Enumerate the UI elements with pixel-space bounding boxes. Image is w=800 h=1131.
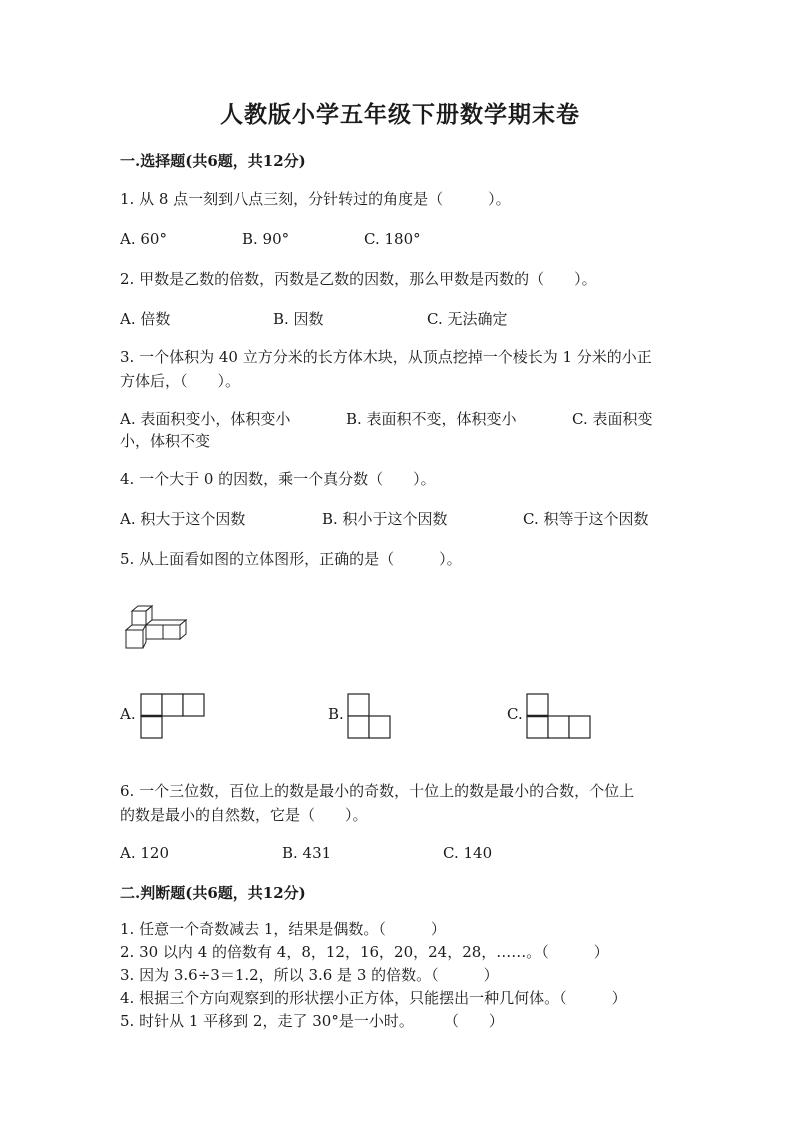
q3-option-b: B. 表面积不变，体积变小 [346,410,517,428]
q5-option-a-grid [140,693,208,741]
q5-option-b-grid [347,693,395,741]
q5-option-a: A. [120,705,136,723]
q6-option-a: A. 120 [120,844,169,862]
q2-option-c: C. 无法确定 [427,310,508,328]
q3-option-a: A. 表面积变小，体积变小 [120,410,291,428]
q6-option-b: B. 431 [282,844,332,862]
q1-option-a: A. 60° [120,230,167,248]
section-heading-judgement: 二.判断题(共6题，共12分) [120,884,306,902]
question-6-line-2: 的数是最小的自然数，它是（ ）。 [120,806,368,824]
q4-option-a: A. 积大于这个因数 [120,510,246,528]
q3-option-c-continued: 小，体积不变 [120,432,211,450]
q4-option-b: B. 积小于这个因数 [322,510,448,528]
question-3-line-2: 方体后，（ ）。 [120,372,241,390]
question-5: 5. 从上面看如图的立体图形，正确的是（ ）。 [120,550,462,568]
question-6-line-1: 6. 一个三位数，百位上的数是最小的奇数，十位上的数是最小的合数，个位上 [120,782,635,800]
judgement-item-5: 5. 时针从 1 平移到 2，走了 30°是一小时。 （ ） [120,1012,504,1030]
judgement-item-3: 3. 因为 3.6÷3＝1.2，所以 3.6 是 3 的倍数。（ ） [120,966,499,984]
q5-option-b: B. [328,705,344,723]
q5-option-c: C. [507,705,523,723]
judgement-item-2: 2. 30 以内 4 的倍数有 4，8，12，16，20，24，28，……。（ ） [120,943,609,961]
section-heading-choice: 一.选择题(共6题，共12分) [120,152,306,170]
cube-stack-figure [124,604,188,650]
q4-option-c: C. 积等于这个因数 [523,510,649,528]
exam-title: 人教版小学五年级下册数学期末卷 [220,101,580,128]
q2-option-a: A. 倍数 [120,310,171,328]
judgement-item-1: 1. 任意一个奇数减去 1，结果是偶数。（ ） [120,920,446,938]
q1-option-c: C. 180° [364,230,421,248]
question-4: 4. 一个大于 0 的因数，乘一个真分数（ ）。 [120,470,436,488]
question-1: 1. 从 8 点一刻到八点三刻，分针转过的角度是（ ）。 [120,190,511,208]
question-2: 2. 甲数是乙数的倍数，丙数是乙数的因数，那么甲数是丙数的（ ）。 [120,270,597,288]
q3-option-c: C. 表面积变 [572,410,653,428]
q2-option-b: B. 因数 [273,310,324,328]
q6-option-c: C. 140 [443,844,493,862]
q5-option-c-grid [526,693,596,741]
judgement-item-4: 4. 根据三个方向观察到的形状摆小正方体，只能摆出一种几何体。（ ） [120,989,627,1007]
question-3-line-1: 3. 一个体积为 40 立方分米的长方体木块，从顶点挖掉一个棱长为 1 分米的小正 [120,348,652,366]
q1-option-b: B. 90° [242,230,290,248]
